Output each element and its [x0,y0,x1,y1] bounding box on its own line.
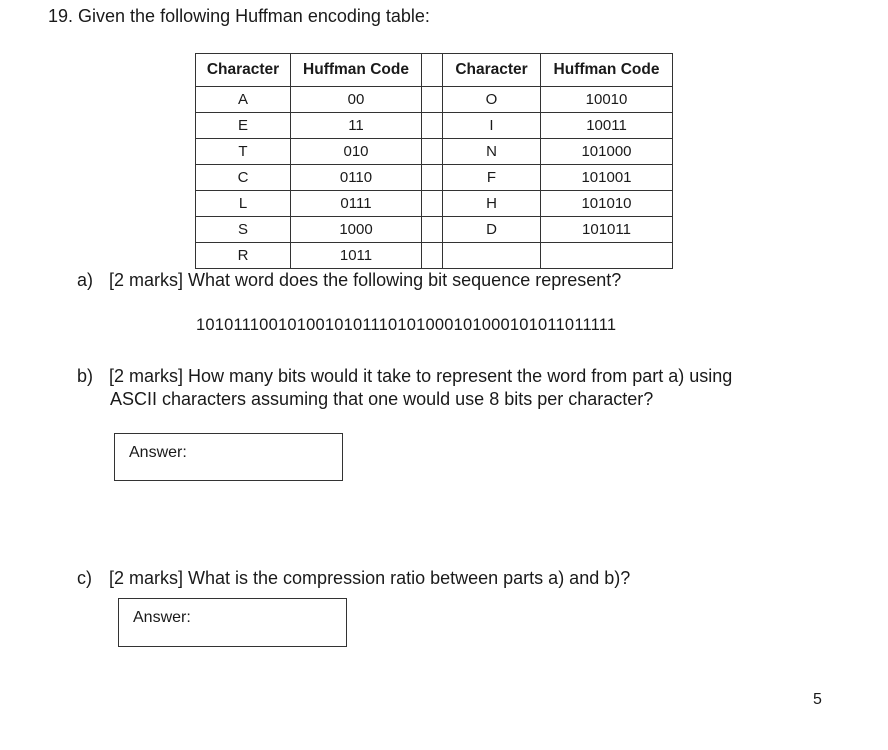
table-cell: H [443,191,541,217]
part-c-text: [2 marks] What is the compression ratio between parts a) and b)? [109,568,631,588]
table-row [196,191,673,217]
table-cell: 101000 [541,139,673,165]
table-cell: D [443,217,541,243]
table-row [196,87,673,113]
part-b-text-line2: ASCII characters assuming that one would use 8 bits per character? [110,389,654,409]
table-cell: N [443,139,541,165]
table-cell [422,217,443,243]
header-huffman-code-2: Huffman Code [541,54,673,87]
table-cell: F [443,165,541,191]
table-cell [422,113,443,139]
table-cell [422,165,443,191]
part-c-answer-box[interactable] [118,598,347,647]
part-b-answer-box[interactable] [114,433,343,481]
table-row [196,139,673,165]
table-cell: I [443,113,541,139]
table-cell [541,243,673,269]
part-a-text: [2 marks] What word does the following bit sequence represent? [109,270,622,290]
header-character-2: Character [443,54,541,87]
part-b-answer-label: Answer: [129,444,187,461]
table-row [196,113,673,139]
table-cell [443,243,541,269]
table-cell [422,191,443,217]
table-cell: C [196,165,291,191]
table-cell: 1011 [291,243,422,269]
table-cell: 010 [291,139,422,165]
part-a-question [77,270,621,291]
table-cell: A [196,87,291,113]
table-cell [422,243,443,269]
table-cell: 1000 [291,217,422,243]
part-b-label: b) [77,366,94,386]
table-cell [422,139,443,165]
table-cell: E [196,113,291,139]
table-cell: 0111 [291,191,422,217]
part-a-label: a) [77,270,94,290]
table-cell: T [196,139,291,165]
page-number: 5 [813,691,822,708]
table-row [196,165,673,191]
part-b-text-line1: [2 marks] How many bits would it take to represent the word from part a) using [109,366,733,386]
header-spacer [422,54,443,87]
table-row [196,217,673,243]
huffman-table [195,53,673,269]
table-cell: S [196,217,291,243]
part-c-question [77,568,630,589]
table-cell: R [196,243,291,269]
table-cell: O [443,87,541,113]
part-c-answer-label: Answer: [133,609,191,626]
table-cell [422,87,443,113]
table-row [196,243,673,269]
question-title: 19. Given the following Huffman encoding table: [48,6,430,26]
table-cell: 10010 [541,87,673,113]
table-cell: 0110 [291,165,422,191]
part-b-question [77,366,732,387]
table-cell: 00 [291,87,422,113]
table-cell: 101001 [541,165,673,191]
table-header-row [196,54,673,87]
header-character-1: Character [196,54,291,87]
part-c-label: c) [77,568,92,588]
table-cell: 11 [291,113,422,139]
table-cell: L [196,191,291,217]
bit-sequence: 1010111001010010101110101000101000101011011111 [196,316,617,334]
table-cell: 101011 [541,217,673,243]
header-huffman-code-1: Huffman Code [291,54,422,87]
table-cell: 101010 [541,191,673,217]
table-cell: 10011 [541,113,673,139]
